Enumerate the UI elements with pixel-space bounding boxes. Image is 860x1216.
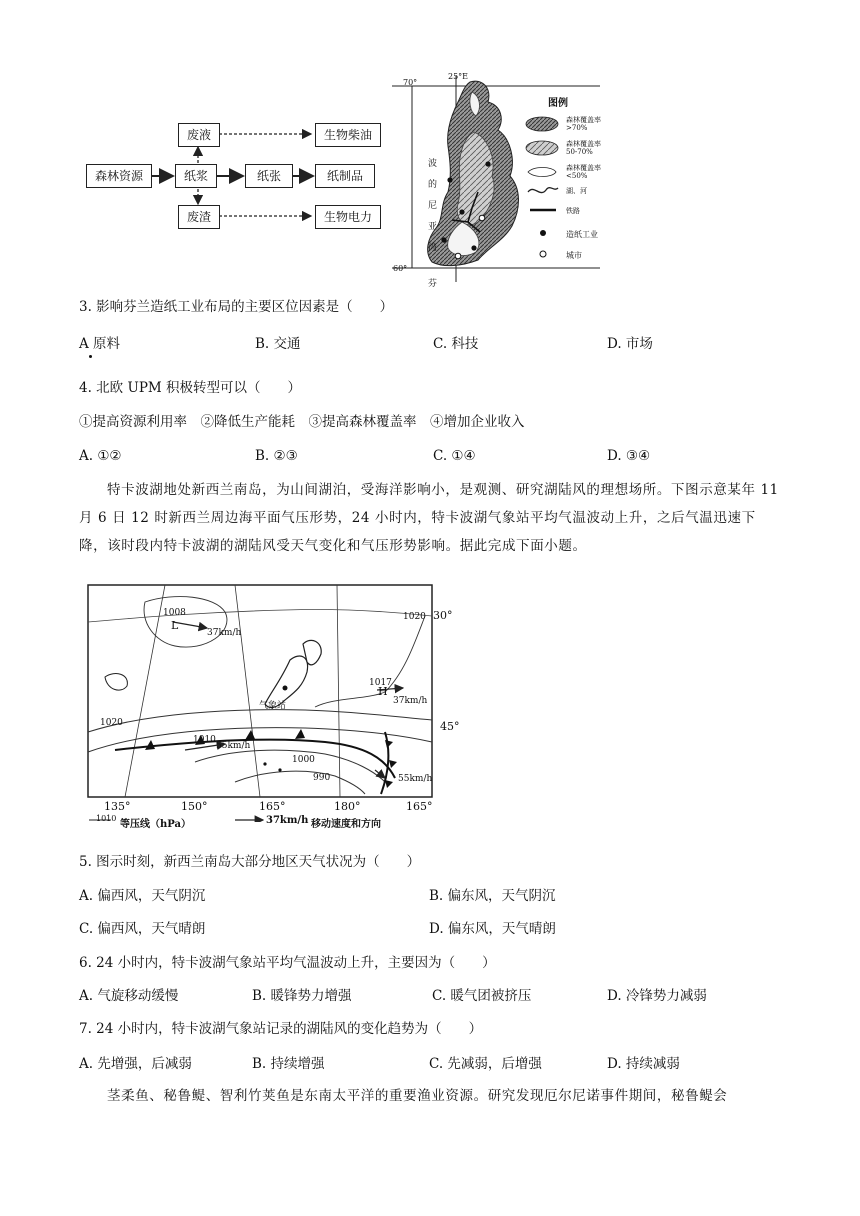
bottom-label: 芬 [428, 279, 438, 289]
waste-residue-box: 废渣 [178, 205, 220, 229]
lon-135: 135° [104, 800, 131, 813]
stray-dot [89, 355, 92, 358]
q4-items: ①提高资源利用率 ②降低生产能耗 ③提高森林覆盖率 ④增加企业收入 [79, 414, 525, 430]
pulp-box: 纸浆 [175, 164, 217, 188]
lat-70-label: 70° [403, 78, 418, 87]
lon-180: 180° [334, 800, 361, 813]
q4-stem: 4. 北欧 UPM 积极转型可以（ ） [79, 380, 302, 396]
q3-option-b[interactable]: B. 交通 [255, 336, 301, 352]
isobar-990: 990 [313, 773, 331, 783]
lon-150: 150° [181, 800, 208, 813]
legend-sparse-forest: 森林覆盖率 <50% [566, 164, 601, 180]
lon-25e-label: 25°E [448, 72, 469, 81]
legend-lake-river: 湖、河 [566, 187, 587, 195]
low-pressure-letter: L [171, 619, 179, 632]
gulf-label: 波 的 尼 亚 湾 [428, 159, 438, 253]
isobar-1000: 1000 [292, 755, 315, 765]
low-pressure-value: 1008 [163, 608, 186, 618]
legend-speed-text: 移动速度和方向 [311, 819, 381, 830]
q4-option-d[interactable]: D. ③④ [607, 448, 651, 464]
legend-railway: 铁路 [566, 207, 580, 215]
weather-station-label: 气象站 [259, 701, 287, 711]
front-speed: 55km/h [216, 741, 251, 751]
isobar-1020-right: 1020 [403, 612, 426, 622]
bio-power-box: 生物电力 [315, 205, 381, 229]
q5-option-c[interactable]: C. 偏西风，天气晴朗 [79, 921, 206, 937]
q4-option-b[interactable]: B. ②③ [255, 448, 298, 464]
legend-paper-industry: 造纸工业 [566, 230, 598, 239]
q6-option-d[interactable]: D. 冷锋势力减弱 [607, 988, 707, 1004]
high-pressure-value: 1017 [369, 678, 392, 688]
legend-isobar-value: 1010 [96, 814, 117, 823]
q7-option-a[interactable]: A. 先增强，后减弱 [79, 1056, 192, 1072]
q6-stem: 6. 24 小时内，特卡波湖气象站平均气温波动上升，主要因为（ ） [79, 955, 496, 971]
paper-box: 纸张 [245, 164, 293, 188]
q5-stem: 5. 图示时刻，新西兰南岛大部分地区天气状况为（ ） [79, 854, 421, 870]
low-speed: 37km/h [207, 628, 242, 638]
lat-60-label: 60° [393, 264, 408, 273]
paper-products-box: 纸制品 [315, 164, 375, 188]
high-pressure-letter: H [378, 685, 388, 698]
forest-box: 森林资源 [86, 164, 152, 188]
isobar-1020-left: 1020 [100, 718, 123, 728]
q5-option-d[interactable]: D. 偏东风，天气晴朗 [429, 921, 556, 937]
q7-option-b[interactable]: B. 持续增强 [252, 1056, 325, 1072]
passage-lake-tekapo: 特卡波湖地处新西兰南岛，为山间湖泊，受海洋影响小，是观测、研究湖陆风的理想场所。下图示意某年 11 月 6 日 12 时新西兰周边海平面气压形势，24 小时内，特卡波湖气象站平均气温波动上升，之后气温迅速下降，该时段内特卡波湖的湖陆风受天气变化和气压形势影响。据此完成下面小题。 [79, 482, 779, 554]
legend-city: 城市 [566, 251, 582, 260]
biodiesel-box: 生物柴油 [315, 123, 381, 147]
q5-option-b[interactable]: B. 偏东风，天气阴沉 [429, 888, 556, 904]
q4-option-c[interactable]: C. ①④ [433, 448, 476, 464]
q6-option-b[interactable]: B. 暖锋势力增强 [252, 988, 352, 1004]
passage-fisheries: 茎柔鱼、秘鲁鳀、智利竹荚鱼是东南太平洋的重要渔业资源。研究发现厄尔尼诺事件期间，秘鲁鳀会 [107, 1088, 728, 1104]
legend-title: 图例 [548, 98, 568, 109]
q7-stem: 7. 24 小时内，特卡波湖气象站记录的湖陆风的变化趋势为（ ） [79, 1021, 483, 1037]
lon-165w: 165° [406, 800, 433, 813]
high-speed: 37km/h [393, 696, 428, 706]
waste-liquid-box: 废液 [178, 123, 220, 147]
q7-option-d[interactable]: D. 持续减弱 [607, 1056, 680, 1072]
legend-medium-forest: 森林覆盖率 50-70% [566, 140, 601, 156]
legend-dense-forest: 森林覆盖率 >70% [566, 116, 601, 132]
q3-option-d[interactable]: D. 市场 [607, 336, 653, 352]
q4-option-a[interactable]: A. ①② [79, 448, 122, 464]
lon-165: 165° [259, 800, 286, 813]
q3-option-c[interactable]: C. 科技 [433, 336, 479, 352]
legend-isobar-text: 等压线（hPa） [120, 819, 192, 830]
q6-option-c[interactable]: C. 暖气团被挤压 [432, 988, 532, 1004]
legend-speed-value: 37km/h [266, 815, 309, 826]
east-speed: 55km/h [398, 774, 433, 784]
q3-option-a[interactable]: A 原料 [79, 336, 121, 352]
q5-option-a[interactable]: A. 偏西风，天气阴沉 [79, 888, 206, 904]
lat-30-label: 30° [433, 609, 453, 622]
isobar-1010: 1010 [193, 735, 216, 745]
q6-option-a[interactable]: A. 气旋移动缓慢 [79, 988, 179, 1004]
q7-option-c[interactable]: C. 先减弱，后增强 [429, 1056, 542, 1072]
lat-45-label: 45° [440, 720, 460, 733]
q3-stem: 3. 影响芬兰造纸工业布局的主要区位因素是（ ） [79, 299, 394, 315]
